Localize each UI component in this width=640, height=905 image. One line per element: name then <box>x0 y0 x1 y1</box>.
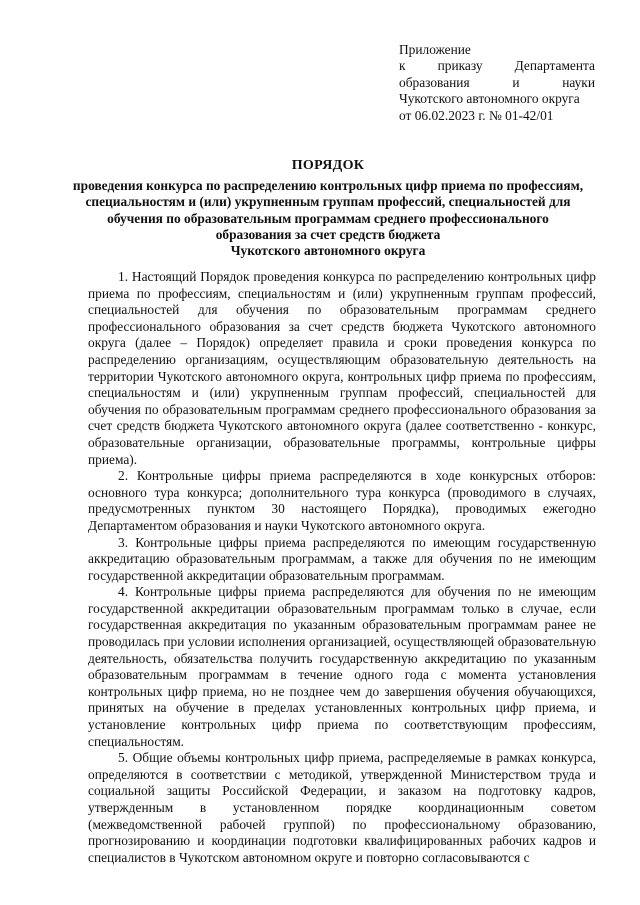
appendix-header <box>399 42 595 124</box>
paragraph-2: 2. Контрольные цифры приема распределяются в ходе конкурсных отборов: основного тура конкурса; дополнительного тура конкурса (проводимого в случаях, предусмотренных пунктом 30 настоящего Порядка), проводимых ежегодно Департаментом образования и науки Чукотского автономного округа. <box>88 468 596 533</box>
appendix-word: науки <box>562 74 595 90</box>
paragraph-4: 4. Контрольные цифры приема распределяются для обучения по не имеющим государственной аккредитации образовательным программам только в случае, если государственная аккредитация по указанным образовательным программам ранее не проводилась при условии исполнения организацией, осуществляющей образовательную деятельность, обязательства получить государственную аккредитацию по указанным образовательным программам в течение одного года с момента установления контрольных цифр приема, но не позднее чем до завершения обучения обучающихся, принятых на обучение в пределах установленных контрольных цифр приема, и установление контрольных цифр приема по соответствующим профессиям, специальностям. <box>88 584 596 749</box>
appendix-word: приказу <box>437 58 483 74</box>
appendix-word: к <box>399 58 406 74</box>
paragraph-1: 1. Настоящий Порядок проведения конкурса по распределению контрольных цифр приема по профессиям, специальностям и (или) укрупненным группам профессий, специальностей для обучения по образовательным программам среднего профессионального образования за счет средств бюджета Чукотского автономного округа (далее – Порядок) определяет правила и сроки проведения конкурса по распределению организациям, осуществляющим образовательную деятельность на территории Чукотского автономного округа, контрольных цифр приема по профессиям, специальностям и (или) укрупненным группам профессий, специальностей для обучения по образовательным программам среднего профессионального образования за счет средств бюджета Чукотского автономного округа (далее соответственно - конкурс, образовательные организации, образовательные программы, контрольные цифры приема). <box>88 269 596 467</box>
appendix-word: Департамента <box>514 58 595 74</box>
appendix-line-3 <box>399 75 595 91</box>
appendix-line-1: Приложение <box>399 42 471 57</box>
appendix-line-5: от 06.02.2023 г. № 01-42/01 <box>399 107 554 123</box>
appendix-word: и <box>512 74 520 90</box>
title-line: обучения по образовательным программам среднего профессионального <box>107 210 549 226</box>
title-line: Чукотского автономного округа <box>230 243 426 259</box>
paragraph-5: 5. Общие объемы контрольных цифр приема, распределяемые в рамках конкурса, определяются в соответствии с методикой, утвержденной Министерством труда и социальной защиты Российской Федерации, и заказом на подготовку кадров, утвержденным в установленном порядке координационным советом (межведомственной рабочей группой) по профессиональному образованию, прогнозированию и координации подготовки квалифицированных рабочих кадров и специалистов в Чукотском автономном округе и повторно согласовываются с <box>88 750 596 865</box>
title-main: ПОРЯДОК <box>291 158 365 173</box>
appendix-word: образования <box>399 74 470 90</box>
document-title <box>40 158 616 259</box>
title-line: образования за счет средств бюджета <box>215 226 441 242</box>
title-line: специальностям и (или) укрупненным группам профессий, специальностей для <box>85 194 571 210</box>
paragraph-3: 3. Контрольные цифры приема распределяются по имеющим государственную аккредитацию образовательным программам, а также для обучения по не имеющим государственной аккредитации образовательным программам. <box>88 534 596 583</box>
appendix-line-2 <box>399 58 595 74</box>
title-line: проведения конкурса по распределению контрольных цифр приема по профессиям, <box>72 178 584 194</box>
document-body <box>88 269 596 866</box>
appendix-line-4: Чукотского автономного округа <box>399 91 580 107</box>
